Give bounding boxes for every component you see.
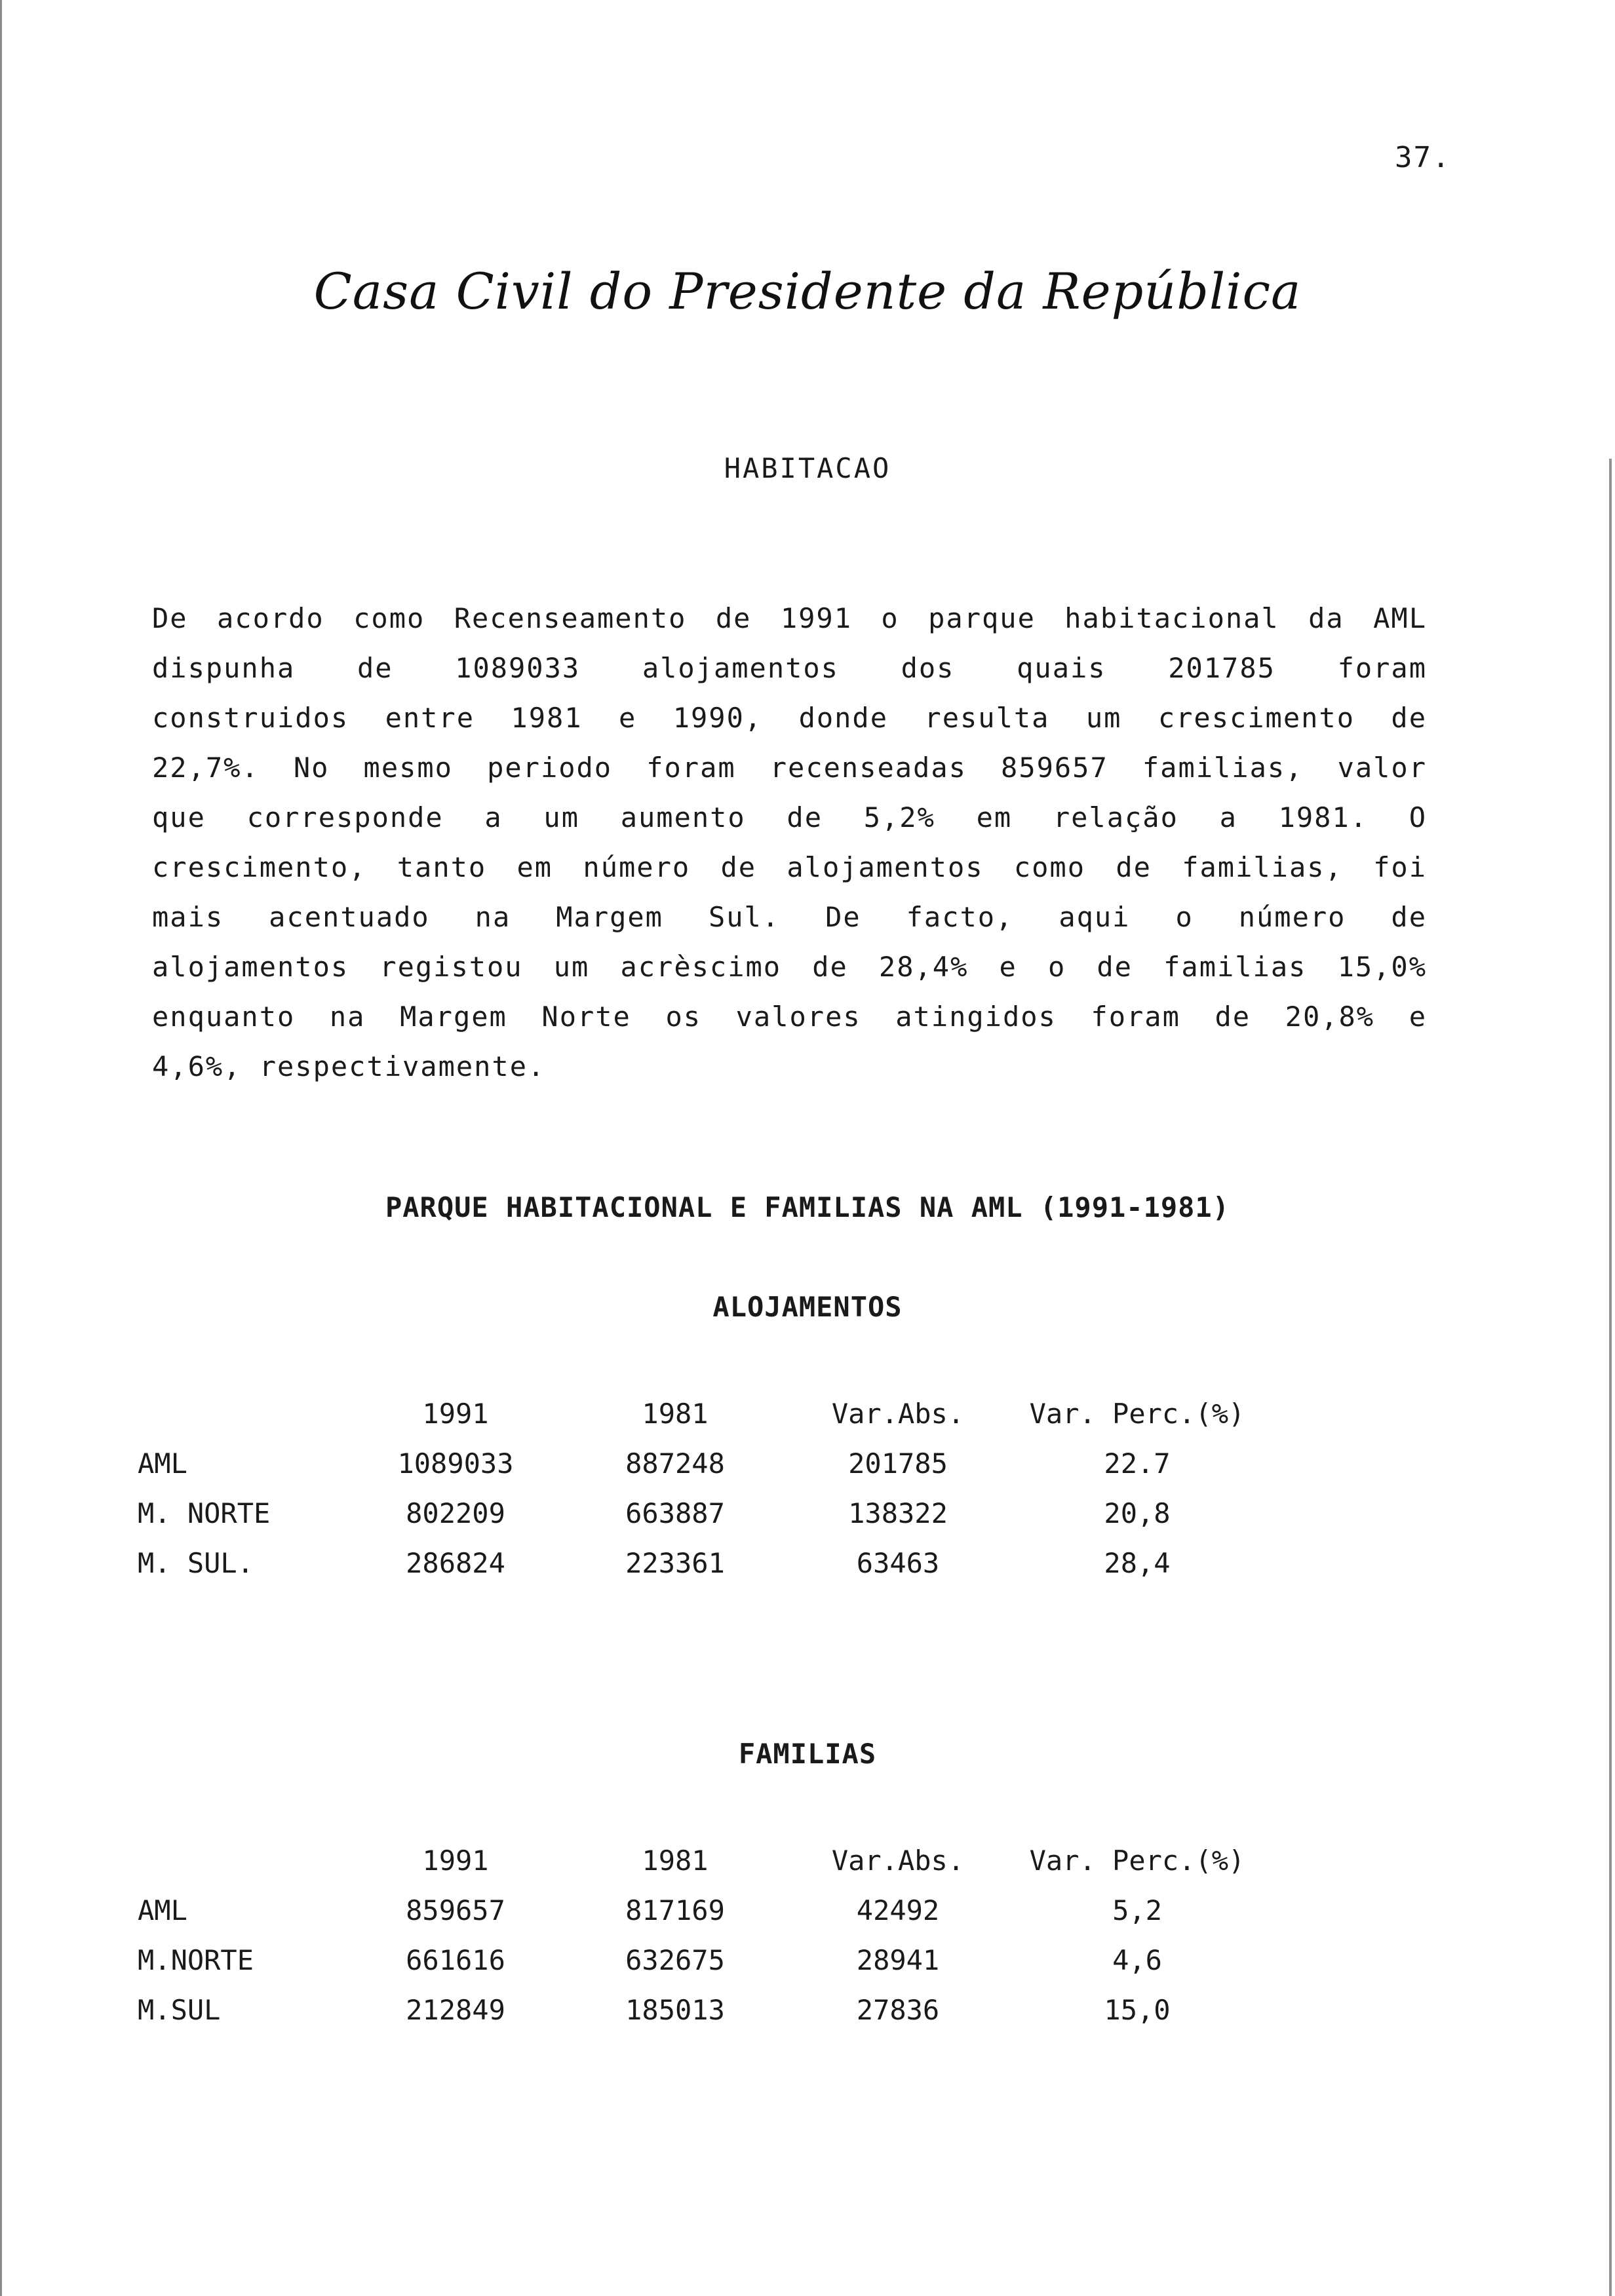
paragraph-line: dispunha de 1089033 alojamentos dos quais 201785 foram — [152, 652, 1427, 684]
header-cell: Var.Abs. — [831, 1398, 965, 1430]
row-label: AML — [138, 1894, 187, 1926]
table-row — [138, 1886, 1265, 1936]
table-cell: 28,4 — [1104, 1547, 1171, 1579]
table-row — [138, 1985, 1265, 2035]
header-cell — [138, 1389, 347, 1439]
table-row — [138, 1936, 1265, 1985]
header-cell: 1991 — [422, 1845, 489, 1877]
paragraph-line: De acordo como Recenseamento de 1991 o parque habitacional da AML — [152, 602, 1427, 634]
paragraph-line: 22,7%. No mesmo periodo foram recenseadas 859657 familias, valor — [152, 752, 1427, 784]
table-cell: 15,0 — [1104, 1994, 1171, 2026]
page-edge-left — [0, 0, 2, 2296]
letterhead: Casa Civil do Presidente da República — [313, 262, 1302, 320]
row-label: M.SUL — [138, 1994, 221, 2026]
page-edge-right — [1609, 459, 1612, 2296]
familias-table — [138, 1836, 1265, 2035]
table-cell: 185013 — [625, 1994, 725, 2026]
table-cell: 887248 — [625, 1447, 725, 1480]
table-row — [138, 1489, 1265, 1539]
table-cell: 1089033 — [397, 1447, 514, 1480]
paragraph-line: alojamentos registou um acrèscimo de 28,4% e o de familias 15,0% — [152, 951, 1427, 983]
row-label: M.NORTE — [138, 1944, 254, 1976]
table-cell: 63463 — [856, 1547, 940, 1579]
table-cell: 632675 — [625, 1944, 725, 1976]
header-cell: Var. Perc.(%) — [1029, 1845, 1245, 1877]
table-cell: 201785 — [848, 1447, 948, 1480]
row-label: M. NORTE — [138, 1497, 271, 1529]
section-title: PARQUE HABITACIONAL E FAMILIAS NA AML (1991-1981) — [385, 1191, 1230, 1223]
table-header-row — [138, 1836, 1265, 1886]
header-cell: Var. Perc.(%) — [1029, 1398, 1245, 1430]
paragraph-line: 4,6%, respectivamente. — [152, 1050, 546, 1082]
alojamentos-table — [138, 1389, 1265, 1588]
familias-title: FAMILIAS — [738, 1738, 877, 1770]
table-cell: 20,8 — [1104, 1497, 1171, 1529]
table-cell: 802209 — [406, 1497, 505, 1529]
table-cell: 212849 — [406, 1994, 505, 2026]
table-cell: 817169 — [625, 1894, 725, 1926]
table-cell: 5,2 — [1112, 1894, 1162, 1926]
table-cell: 28941 — [856, 1944, 940, 1976]
header-cell — [138, 1836, 347, 1886]
table-cell: 4,6 — [1112, 1944, 1162, 1976]
table-header-row — [138, 1389, 1265, 1439]
paragraph-line: crescimento, tanto em número de alojamentos como de familias, foi — [152, 851, 1427, 883]
paragraph-line: enquanto na Margem Norte os valores atingidos foram de 20,8% e — [152, 1001, 1427, 1033]
header-cell: 1981 — [642, 1845, 709, 1877]
table-row — [138, 1539, 1265, 1588]
row-label: M. SUL. — [138, 1547, 254, 1579]
table-cell: 661616 — [406, 1944, 505, 1976]
table-cell: 223361 — [625, 1547, 725, 1579]
body-paragraph — [152, 594, 1427, 1092]
table-cell: 286824 — [406, 1547, 505, 1579]
table-cell: 22.7 — [1104, 1447, 1171, 1480]
table-cell: 42492 — [856, 1894, 940, 1926]
header-cell: 1991 — [422, 1398, 489, 1430]
paragraph-line: construidos entre 1981 e 1990, donde resulta um crescimento de — [152, 702, 1427, 734]
table-row — [138, 1439, 1265, 1489]
header-cell: Var.Abs. — [831, 1845, 965, 1877]
table-cell: 27836 — [856, 1994, 940, 2026]
page-title: HABITACAO — [724, 452, 891, 484]
row-label: AML — [138, 1447, 187, 1480]
table-cell: 138322 — [848, 1497, 948, 1529]
page-number: 37. — [1395, 141, 1451, 174]
table-cell: 663887 — [625, 1497, 725, 1529]
paragraph-line: mais acentuado na Margem Sul. De facto, aqui o número de — [152, 901, 1427, 933]
paragraph-line: que corresponde a um aumento de 5,2% em relação a 1981. O — [152, 801, 1427, 833]
alojamentos-title: ALOJAMENTOS — [712, 1291, 903, 1323]
header-cell: 1981 — [642, 1398, 709, 1430]
table-cell: 859657 — [406, 1894, 505, 1926]
